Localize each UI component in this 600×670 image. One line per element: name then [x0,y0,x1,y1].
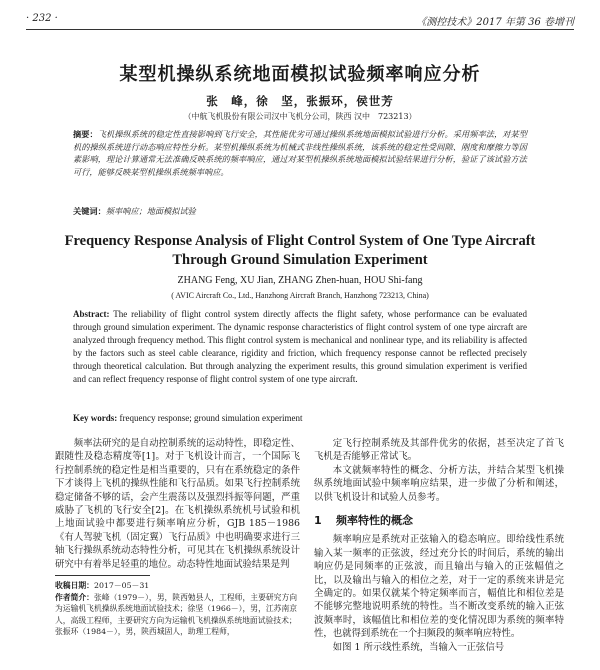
footnote-received [55,580,300,592]
author-info-text: 张峰（1979－），男，陕西勉县人，工程师，主要研究方向为运输机飞机操纵系统地面试验技术；徐坚（1966－），男，江苏南京人，高级工程师，主要研究方向为运输机飞机操纵系统地面试验技术；张振环（1984－），男，陕西城固人，助理工程师， [55,592,298,637]
body-paragraph: 频率响应是系统对正弦输入的稳态响应。即给线性系统输入某一频率的正弦波，经过充分长的时间后，系统的输出响应仍是同频率的正弦波，而且输出与输入的正弦幅值之比，以及输出与输入的相位之差，对于一定的系统来讲是完全确定的。如果仅就某个特定频率而言，幅值比和相位差是不能够完整地说明系统的特性。当不断改变系统的输入正弦波频率时，该幅值比和相位差的变化情况即为系统的频率特性，也就得到系统在一个扫频段的频率响应特性。 [314,534,564,640]
authors-cn: 张 峰，徐 坚，张振环，侯世芳 [206,94,394,108]
received-label: 收稿日期： [55,581,94,590]
keywords-cn-text: 频率响应；地面模拟试验 [105,206,196,216]
abstract-en [73,308,527,386]
author-info-label: 作者简介： [55,592,94,602]
body-paragraph: 本文就频率特性的概念、分析方法，并结合某型飞机操纵系统地面试验中频率响应结果，进一步做了分析和阐述，以供飞机设计和试验人员参考。 [314,464,564,503]
body-column-left [55,437,300,571]
keywords-cn-label: 关键词： [73,206,106,216]
authors-en: ZHANG Feng, XU Jian, ZHANG Zhen-huan, HOU Shi-fang [177,275,423,286]
page-number: · 232 · [26,13,58,24]
abstract-cn-text: 飞机操纵系统的稳定性直接影响到飞行安全，其性能优劣可通过操纵系统地面模拟试验进行分析。采用频率法，对某型机的操纵系统进行动态响应特性分析。某型机操纵系统为机械式非线性操纵系统，该系统的稳定性受间隙、刚度和摩擦力等因素影响，理论计算通常无法准确反映系统的频率响应，通过对某型机操纵系统地面模拟试验结果进行分析，验证了该试验方法可行，能够反映某型机操纵系统频率响应。 [73,129,527,177]
received-date: 2017－05－31 [93,581,150,590]
affiliation-cn: （中航飞机股份有限公司汉中飞机分公司，陕西 汉中 723213） [183,112,417,121]
body-paragraph: 如图 1 所示线性系统，当输入一正弦信号 [332,641,505,653]
section-title: 频率特性的概念 [336,514,413,528]
footnote-author [55,592,300,638]
keywords-en [73,413,527,423]
abstract-cn-label: 摘要： [73,129,98,139]
keywords-en-label: Key words: [73,413,118,423]
paper-title-cn: 某型机操纵系统地面模拟试验频率响应分析 [119,64,481,85]
keywords-en-text: frequency response; ground simulation experiment [119,413,303,423]
journal-header: 《测控技术》2017 年第 36 卷增刊 [416,17,574,28]
footnote-rule [55,575,150,576]
affiliation-en: ( AVIC Aircraft Co., Ltd., Hanzhong Aircraft Branch, Hanzhong 723213, China) [171,291,429,300]
body-paragraph: 定飞行控制系统及其部件优劣的依据，甚至决定了首飞飞机是否能够正常试飞。 [314,438,564,463]
section-number: 1 [314,514,322,528]
abstract-en-label: Abstract: [73,309,110,319]
paper-title-en: Frequency Response Analysis of Flight Control System of One Type Aircraft Through Ground Simulation Experiment [64,233,536,268]
keywords-cn [73,206,527,217]
header-rule [26,29,574,30]
body-column-right [314,437,564,654]
section-heading [314,514,564,527]
abstract-cn [73,128,527,178]
abstract-en-text: The reliability of flight control system directly affects the flight safety, whose performance can be evaluated through ground simulation experiment. The dynamic response characteristics of flight control system of one type aircraft are analyzed through frequency method. This flight control system is mechanical and nonlinear type, and its reliability is affected by the factors such as steel cable clearance, rigidity and friction, which frequency response cannot be reflected precisely through theoretical calculation. But through analyzing the experiment results, this ground simulation experiment is verified and can reflect frequency response of flight control system of one type aircraft. [73,309,527,384]
body-paragraph: 频率法研究的是自动控制系统的运动特性，即稳定性、跟随性及稳态精度等[1]。对于飞机设计而言，一个国际飞行控制系统的稳定性是相当重要的，只有在系统稳定的条件下才谈得上飞机的操纵性能和飞行品质。如果飞行控制系统稳定储备不够的话，会产生震荡以及强烈抖振等问题，严重威胁了飞机的飞行安全[2]。在飞机操纵系统机号试验和机上地面试验中都要进行频率响应分析，GJB 185－1986《有人驾驶飞机（固定翼）飞行品质》中也明确要求进行三轴飞行操纵系统动态特性分析，可见其在飞机操纵系统设计研究中有着举足轻重的地位。动态特性地面试验结果是判 [55,438,300,570]
footnote [55,580,300,638]
